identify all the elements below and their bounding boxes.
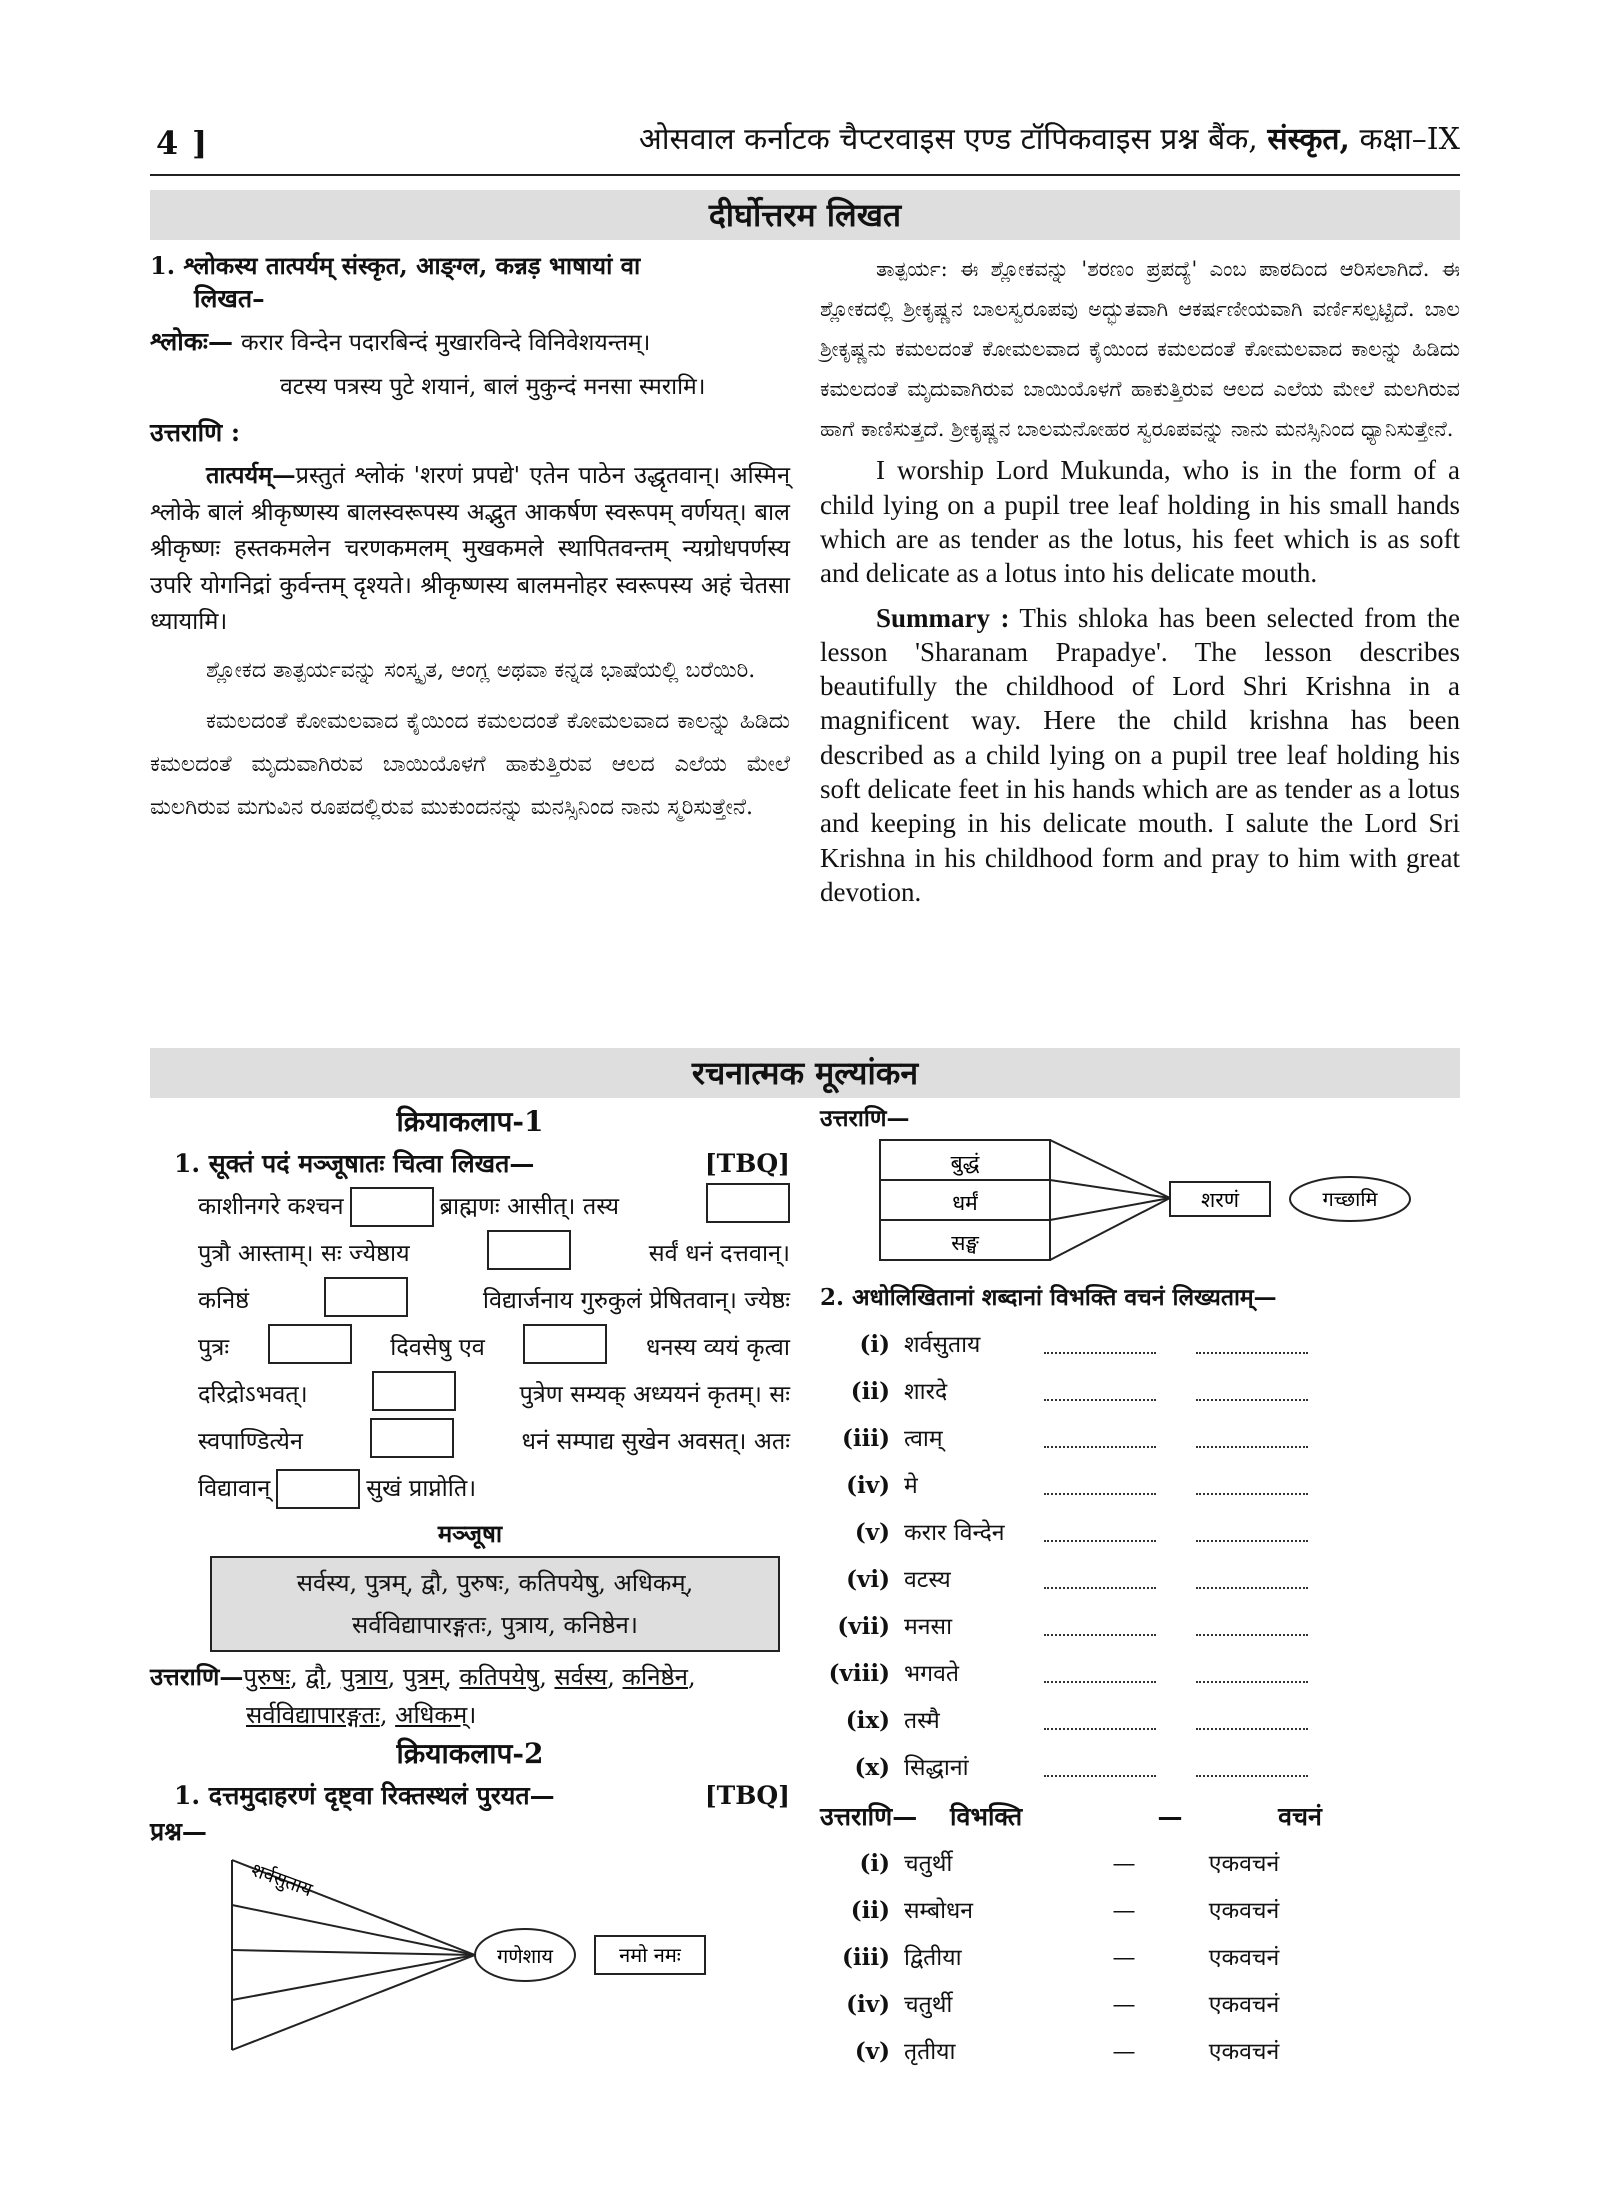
word-row [820,1744,1460,1791]
blank-box[interactable] [324,1277,408,1317]
passage-line-4: पुत्रः दिवसेषु एव धनस्य व्ययं कृत्वा [198,1324,790,1371]
blank-vachan[interactable] [1196,1759,1308,1777]
running-title [639,120,1460,160]
answer-vachan: एकवचनं [1208,1991,1280,2018]
blank-vachan[interactable] [1196,1524,1308,1542]
page-header [150,120,1460,166]
diagram-item-dharma: धर्मं [952,1191,978,1215]
blank-vachan[interactable] [1196,1618,1308,1636]
passage-line-1: काशीनगरे कश्चन ब्राह्मणः आसीत्। तस्य [198,1183,790,1230]
kannada-answer: ಕಮಲದಂತೆ ಕೋಮಲವಾದ ಕೈಯಿಂದ ಕಮಲದಂತೆ ಕೋಮಲವಾದ ಕಾಲನ್ನು ಹಿಡಿದು ಕಮಲದಂತೆ ಮೃದುವಾಗಿರುವ ಬಾಯಿಯೊಳಗೆ ಹಾಕುತ್ತಿರುವ ಆಲದ ಎಲೆಯ ಮೇಲೆ ಮಲಗಿರುವ ಮಗುವಿನ ರೂಪದಲ್ಲಿರುವ ಮುಕುಂದನನ್ನು ಮನಸ್ಸಿನಿಂದ ನಾನು ಸ್ಮರಿಸುತ್ತೇನೆ. [150,709,790,821]
blank-box[interactable] [370,1418,454,1458]
answer-vachan: एकवचनं [1208,1944,1280,1971]
answer-table-header [820,1793,1460,1840]
summary-label: Summary : [876,602,1010,633]
section1-right-column [820,250,1460,909]
answer-vibhakti: तृतीया [904,2038,956,2065]
manjusha-box [210,1556,780,1652]
shloka [150,325,790,403]
running-title-subject: संस्कृत, [1267,122,1350,157]
answer-row [820,1981,1460,2028]
blank-vibhakti[interactable] [1044,1571,1156,1589]
col-dash: — [1157,1802,1183,1832]
blank-box[interactable] [350,1187,434,1227]
blank-vachan[interactable] [1196,1712,1308,1730]
tatparya-label: तात्पर्यम्— [206,461,296,490]
fan-word: शर्वसुताय [248,1859,316,1902]
passage-line-3: कनिष्ठं विद्यार्जनाय गुरुकुलं प्रेषितवान्। ज्येष्ठः [198,1277,790,1324]
col-vibhakti: विभक्ति [950,1802,1023,1832]
manjusha-line-2: सर्वविद्यापारङ्गतः, पुत्राय, कनिष्ठेन। [352,1610,638,1639]
passage-line-7: विद्यावान् सुखं प्राप्नोति। [198,1465,790,1512]
header-rule [150,174,1460,176]
diagram-center: शरणं [1200,1188,1240,1212]
answer-vachan: एकवचनं [1208,2038,1280,2065]
word-text: मे [904,1472,918,1499]
tbq-tag: [TBQ] [704,1780,790,1810]
blank-vachan[interactable] [1196,1383,1308,1401]
blank-box[interactable] [276,1469,360,1509]
activity-1-answers: उत्तराणि—पुरुषः, द्वौ, पुत्राय, पुत्रम्, कतिपयेषु, सर्वस्य, कनिष्ठेन, सर्वविद्यापारङ्गतः, अधिकम्। [150,1661,696,1729]
answer-dash: — [1112,1897,1136,1924]
diagram-item-sangha: सङ्घ [951,1231,979,1255]
blank-vachan[interactable] [1196,1336,1308,1354]
activity-2-question: 1. दत्तमुदाहरणं दृष्ट्वा रिक्तस्थलं पुरयत— [TBQ] [174,1780,790,1810]
kannada-prompt: ಶ್ಲೋಕದ ತಾತ್ಪರ್ಯವನ್ನು ಸಂಸ್ಕೃತ, ಆಂಗ್ಲ ಅಥವಾ ಕನ್ನಡ ಭಾಷೆಯಲ್ಲಿ ಬರೆಯಿರಿ. [206,657,756,683]
blank-box[interactable] [706,1183,790,1223]
word-row [820,1321,1460,1368]
activity-1-title: क्रियाकलाप-1 [396,1105,544,1138]
word-text: शारदे [904,1378,948,1405]
answer-row [820,1934,1460,1981]
answer-number: (iii) [842,1943,890,1971]
word-number: (viii) [828,1659,890,1687]
prashna-label: प्रश्न— [150,1816,207,1846]
blank-vibhakti[interactable] [1044,1430,1156,1448]
word-row [820,1603,1460,1650]
english-translation: I worship Lord Mukunda, who is in the form of a child lying on a pupil tree leaf holding in his small hands which are as tender as the lotus, his feet which is as soft and delicate as a lotus into his delicate mouth. [820,455,1460,589]
question-1: 1. श्लोकस्य तात्पर्यम् संस्कृत, आङ्ग्ल, कन्नड़ भाषायां वा [150,251,641,280]
word-number: (ix) [845,1706,890,1734]
manjusha-title: मञ्जूषा [437,1518,503,1548]
answer-number: (ii) [850,1896,890,1924]
word-number: (v) [854,1518,890,1546]
shloka-line-1: करार विन्देन पदारबिन्दं मुखारविन्दे विनिवेशयन्तम्। [240,329,651,356]
word-text: वटस्य [904,1566,951,1593]
section-title-formative: रचनात्मक मूल्यांकन [150,1048,1460,1098]
word-row [820,1556,1460,1603]
tatparya-paragraph [150,457,790,639]
blank-box[interactable] [523,1324,607,1364]
running-title-class: कक्षा–IX [1359,122,1460,157]
blank-vibhakti[interactable] [1044,1524,1156,1542]
word-row [820,1650,1460,1697]
answer-dash: — [1112,1991,1136,2018]
answer-list [820,1840,1460,2075]
blank-vachan[interactable] [1196,1665,1308,1683]
word-number: (ii) [850,1377,890,1405]
word-number: (iv) [846,1471,890,1499]
summary-text: This shloka has been selected from the lesson 'Sharanam Prapadye'. The lesson describes beautifully the childhood of Lord Shri Krishna in a magnificent way. Here the child krishna has been described as a child lying on a pupil tree leaf holding his soft delicate feet in his hands which are as tender as a lotus and keeping in his delicate mouth. I salute the Lord Sri Krishna in his childhood form and pray to him with great devotion. [820,602,1460,907]
blank-box[interactable] [487,1230,571,1270]
fill-blank-passage [150,1183,790,1512]
passage-line-2: पुत्रौ आस्ताम्। सः ज्येष्ठाय सर्वं धनं दत्तवान्। [198,1230,790,1277]
question-2 [820,1283,1460,2075]
fan-diagram [220,1850,720,2060]
answer-number: (v) [854,2037,890,2065]
blank-vibhakti[interactable] [1044,1759,1156,1777]
blank-vibhakti[interactable] [1044,1712,1156,1730]
word-text: करार विन्देन [904,1519,1005,1546]
word-text: भगवते [904,1660,960,1687]
answer-vachan: एकवचनं [1208,1850,1280,1877]
activity-1-question: 1. सूक्तं पदं मञ्जूषातः चित्वा लिखत— [TBQ] [174,1148,790,1178]
answer-vachan: एकवचनं [1208,1897,1280,1924]
blank-vibhakti[interactable] [1044,1477,1156,1495]
section1-left-column [150,250,790,830]
activity-2-title: क्रियाकलाप-2 [396,1736,544,1770]
word-row [820,1509,1460,1556]
result-word: नमो नमः [619,1943,681,1967]
refuge-diagram [870,1130,1430,1270]
word-number: (x) [854,1753,890,1781]
answer-vibhakti: द्वितीया [904,1944,962,1971]
page-number: 4 [156,124,179,162]
word-row [820,1697,1460,1744]
activity-1 [150,1104,790,1848]
page-bracket: ] [192,124,208,162]
tatparya-text: प्रस्तुतं श्लोकं 'शरणं प्रपद्ये' एतेन पाठेन उद्धृतवान्। अस्मिन् श्लोके बालं श्रीकृष्णस्य बालस्वरूपस्य अद्भुत आकर्षण स्वरूपम् वर्णयत्। बाल श्रीकृष्णः हस्तकमलेन चरणकमलम् मुखकमले स्थापितवन्तम् न्यग्रोधपर्णस्य उपरि योगनिद्रां कुर्वन्तम् दृश्यते। श्रीकृष्णस्य बालमनोहर स्वरूपस्य अहं चेतसा ध्यायामि। [150,461,790,636]
shloka-label: श्लोकः— [150,326,233,356]
answer-vibhakti: चतुर्थी [904,1991,953,2018]
answer-number: (i) [859,1849,890,1877]
blank-vachan[interactable] [1196,1571,1308,1589]
word-text: सिद्धानां [904,1754,969,1781]
word-number: (i) [859,1330,890,1358]
blank-box[interactable] [268,1324,352,1364]
diagram-answers-label: उत्तराणि— [820,1105,910,1132]
word-number: (vii) [837,1612,890,1640]
word-number: (vi) [846,1565,890,1593]
activity-1-answers-label: उत्तराणि— [150,1661,244,1691]
word-row [820,1368,1460,1415]
diagram-item-buddha: बुद्धं [950,1151,980,1175]
blank-vibhakti[interactable] [1044,1618,1156,1636]
blank-vibhakti[interactable] [1044,1383,1156,1401]
center-word: गणेशाय [496,1944,554,1968]
passage-line-6: स्वपाण्डित्येन धनं सम्पाद्य सुखेन अवसत्। अतः [198,1418,790,1465]
word-text: त्वाम् [904,1425,943,1452]
kannada-tatparya: ತಾತ್ಪರ್ಯ: ಈ ಶ್ಲೋಕವನ್ನು 'ಶರಣಂ ಪ್ರಪದ್ಯೆ' ಎಂಬ ಪಾಠದಿಂದ ಆರಿಸಲಾಗಿದೆ. ಈ ಶ್ಲೋಕದಲ್ಲಿ ಶ್ರೀಕೃಷ್ಣನ ಬಾಲಸ್ವರೂಪವು ಅದ್ಭುತವಾಗಿ ಆಕರ್ಷಣೀಯವಾಗಿ ವರ್ಣಿಸಲ್ಪಟ್ಟಿದೆ. ಬಾಲ ಶ್ರೀಕೃಷ್ಣನು ಕಮಲದಂತೆ ಕೋಮಲವಾದ ಕೈಯಿಂದ ಕಮಲದಂತೆ ಕೋಮಲವಾದ ಕಾಲನ್ನು ಹಿಡಿದು ಕಮಲದಂತೆ ಮೃದುವಾಗಿರುವ ಬಾಯಿಯೊಳಗೆ ಹಾಕುತ್ತಿರುವ ಆಲದ ಎಲೆಯ ಮೇಲೆ ಮಲಗಿರುವ ಹಾಗೆ ಕಾಣಿಸುತ್ತದೆ. ಶ್ರೀಕೃಷ್ಣನ ಬಾಲಮನೋಹರ ಸ್ವರೂಪವನ್ನು ನಾನು ಮನಸ್ಸಿನಿಂದ ಧ್ಯಾನಿಸುತ್ತೇನೆ. [820,257,1460,441]
tbq-tag: [TBQ] [704,1148,790,1178]
section-title-long-answer: दीर्घोत्तरम लिखत [150,190,1460,240]
question-2-text: 2. अधोलिखितानां शब्दानां विभक्ति वचनं लिख्यताम्— [820,1284,1277,1311]
word-row [820,1462,1460,1509]
answer-row [820,1840,1460,1887]
word-number: (iii) [842,1424,890,1452]
manjusha-line-1: सर्वस्य, पुत्रम्, द्वौ, पुरुषः, कतिपयेषु, अधिकम्, [296,1568,694,1597]
ans-label: उत्तराणि— [820,1802,918,1832]
answer-dash: — [1112,1850,1136,1877]
word-text: तस्मै [904,1707,940,1734]
answer-vibhakti: चतुर्थी [904,1850,953,1877]
blank-vachan[interactable] [1196,1477,1308,1495]
answer-row [820,2028,1460,2075]
question-1-cont: लिखत– [194,283,265,313]
word-row [820,1415,1460,1462]
answer-dash: — [1112,1944,1136,1971]
answer-dash: — [1112,2038,1136,2065]
shloka-line-2: वटस्य पत्रस्य पुटे शयानं, बालं मुकुन्दं मनसा स्मरामि। [280,374,706,401]
running-title-book: ओसवाल कर्नाटक चैप्टरवाइस एण्ड टॉपिकवाइस प्रश्न बैंक, [638,122,1258,157]
diagram-result: गच्छामि [1322,1187,1378,1211]
blank-vachan[interactable] [1196,1430,1308,1448]
answer-vibhakti: सम्बोधन [904,1897,974,1924]
answer-number: (iv) [846,1990,890,2018]
word-text: मनसा [904,1613,953,1640]
blank-vibhakti[interactable] [1044,1665,1156,1683]
blank-box[interactable] [372,1371,456,1411]
word-text: शर्वसुताय [904,1331,981,1358]
col-vachan: वचनं [1278,1802,1322,1832]
passage-line-5: दरिद्रोऽभवत्। पुत्रेण सम्यक् अध्ययनं कृतम्। सः [198,1371,790,1418]
blank-vibhakti[interactable] [1044,1336,1156,1354]
word-list [820,1321,1460,1791]
answer-row [820,1887,1460,1934]
answers-label: उत्तराणि : [150,418,241,448]
summary-paragraph [820,601,1460,910]
